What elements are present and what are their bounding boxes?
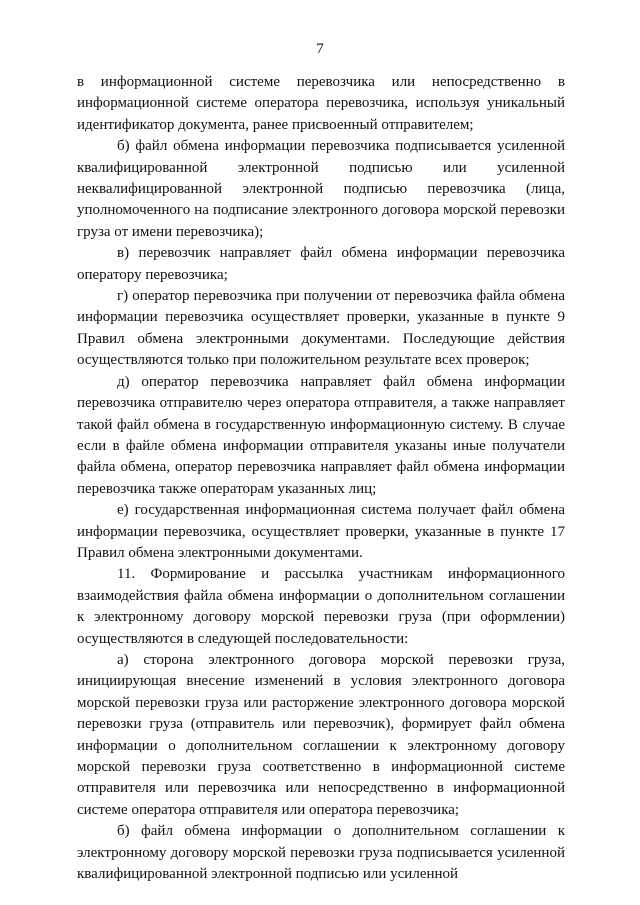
document-body — [77, 72, 565, 885]
paragraph-item-g: г) оператор перевозчика при получении от перевозчика файла обмена информации перевозчика осуществляет проверки, указанные в пункте 9 Правил обмена электронными документами. Последующие действия осуществляются только при положительном результате всех проверок; — [77, 288, 565, 369]
paragraph-item-v: в) перевозчик направляет файл обмена информации перевозчика оператору перевозчика; — [77, 245, 565, 283]
paragraph-section-11: 11. Формирование и рассылка участникам информационного взаимодействия файла обмена информации о дополнительном соглашении к электронному договору морской перевозки груза (при оформлении) осуществляются в следующей последовательности: — [77, 566, 565, 647]
paragraph-item-e: е) государственная информационная система получает файл обмена информации перевозчика, осуществляет проверки, указанные в пункте 17 Правил обмена электронными документами. — [77, 502, 565, 561]
paragraph-item-a: а) сторона электронного договора морской перевозки груза, инициирующая внесение изменений в условия электронного договора морской перевозки груза или расторжение электронного договора морской перевозки груза (отправитель или перевозчик), формирует файл обмена информации о дополнительном соглашении к электронному договору морской перевозки груза соответственно в информационной системе отправителя или перевозчика или непосредственно в информационной системе оператора отправителя или оператора перевозчика; — [77, 651, 565, 818]
page-number: 7 — [316, 41, 324, 57]
paragraph-continuation: в информационной системе перевозчика или непосредственно в информационной системе оператора перевозчика, используя уникальный идентификатор документа, ранее присвоенный отправителем; — [77, 74, 565, 133]
paragraph-item-b-2: б) файл обмена информации о дополнительном соглашении к электронному договору морской перевозки груза подписывается усиленной квалифицированной электронной подписью или усиленной — [77, 823, 565, 883]
paragraph-item-b: б) файл обмена информации перевозчика подписывается усиленной квалифицированной электронной подписью или усиленной неквалифицированной электронной подписью перевозчика (лица, уполномоченного на подписание электронного договора морской перевозки груза от имени перевозчика); — [77, 138, 565, 240]
paragraph-item-d: д) оператор перевозчика направляет файл обмена информации перевозчика отправителю через оператора отправителя, а также направляет такой файл обмена в государственную информационную систему. В случае если в файле обмена информации отправителя указаны иные получатели файла обмена, оператор перевозчика направляет файл обмена информации перевозчика также операторам указанных лиц; — [77, 373, 565, 497]
